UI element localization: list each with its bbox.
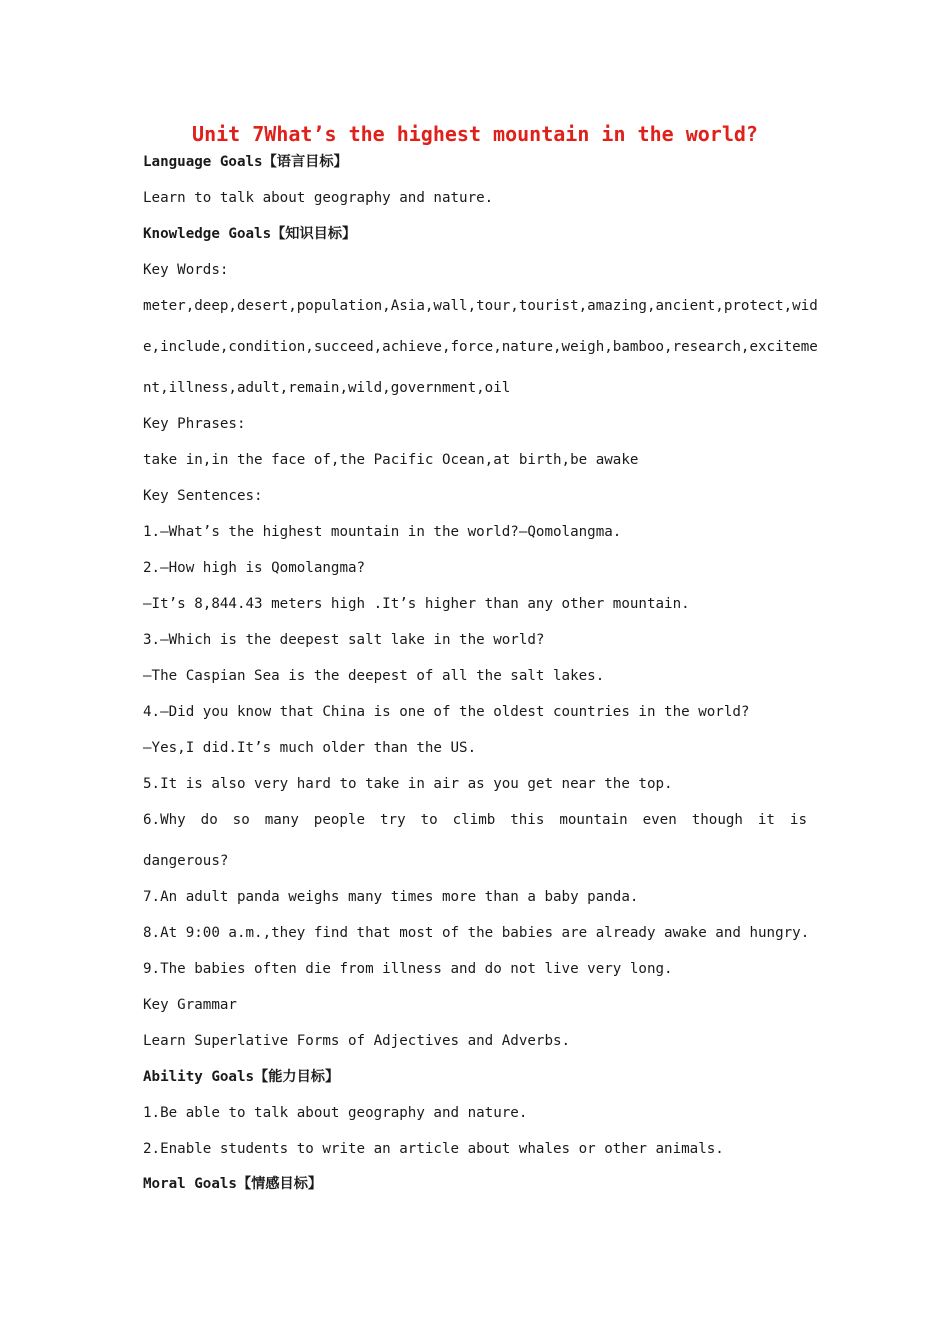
key-sentence: 2.—How high is Qomolangma? bbox=[143, 560, 366, 576]
key-sentence: 3.—Which is the deepest salt lake in the world? bbox=[143, 632, 545, 648]
moral-goals-heading: Moral Goals【情感目标】 bbox=[143, 1176, 323, 1192]
key-sentence: dangerous? bbox=[143, 853, 229, 869]
ability-goal-item: 2.Enable students to write an article about whales or other animals. bbox=[143, 1141, 724, 1157]
language-goals-heading: Language Goals【语言目标】 bbox=[143, 154, 348, 170]
key-words-line: meter,deep,desert,population,Asia,wall,tour,tourist,amazing,ancient,protect,wid bbox=[143, 298, 818, 314]
document-title: Unit 7What’s the highest mountain in the world? bbox=[192, 122, 758, 146]
ability-goals-heading: Ability Goals【能力目标】 bbox=[143, 1069, 340, 1085]
key-sentence: 7.An adult panda weighs many times more than a baby panda. bbox=[143, 889, 639, 905]
ability-goal-item: 1.Be able to talk about geography and nature. bbox=[143, 1105, 528, 1121]
key-sentence: 5.It is also very hard to take in air as you get near the top. bbox=[143, 776, 673, 792]
key-words-line: nt,illness,adult,remain,wild,government,oil bbox=[143, 380, 511, 396]
key-grammar-label: Key Grammar bbox=[143, 997, 237, 1013]
key-words-label: Key Words: bbox=[143, 262, 229, 278]
key-grammar-text: Learn Superlative Forms of Adjectives and Adverbs. bbox=[143, 1033, 571, 1049]
language-goals-text: Learn to talk about geography and nature. bbox=[143, 190, 494, 206]
key-sentence: —It’s 8,844.43 meters high .It’s higher than any other mountain. bbox=[143, 596, 690, 612]
key-sentence: 9.The babies often die from illness and do not live very long. bbox=[143, 961, 673, 977]
key-phrases-text: take in,in the face of,the Pacific Ocean,at birth,be awake bbox=[143, 452, 639, 468]
key-sentence: —Yes,I did.It’s much older than the US. bbox=[143, 740, 477, 756]
key-sentence: 4.—Did you know that China is one of the oldest countries in the world? bbox=[143, 704, 750, 720]
key-sentence: 6.Why do so many people try to climb this mountain even though it is bbox=[143, 812, 807, 828]
knowledge-goals-heading: Knowledge Goals【知识目标】 bbox=[143, 226, 357, 242]
key-sentences-label: Key Sentences: bbox=[143, 488, 263, 504]
key-words-line: e,include,condition,succeed,achieve,force,nature,weigh,bamboo,research,exciteme bbox=[143, 339, 818, 355]
key-phrases-label: Key Phrases: bbox=[143, 416, 246, 432]
key-sentence: 8.At 9:00 a.m.,they find that most of the babies are already awake and hungry. bbox=[143, 925, 810, 941]
key-sentence: 1.—What’s the highest mountain in the world?—Qomolangma. bbox=[143, 524, 622, 540]
key-sentence: —The Caspian Sea is the deepest of all the salt lakes. bbox=[143, 668, 605, 684]
